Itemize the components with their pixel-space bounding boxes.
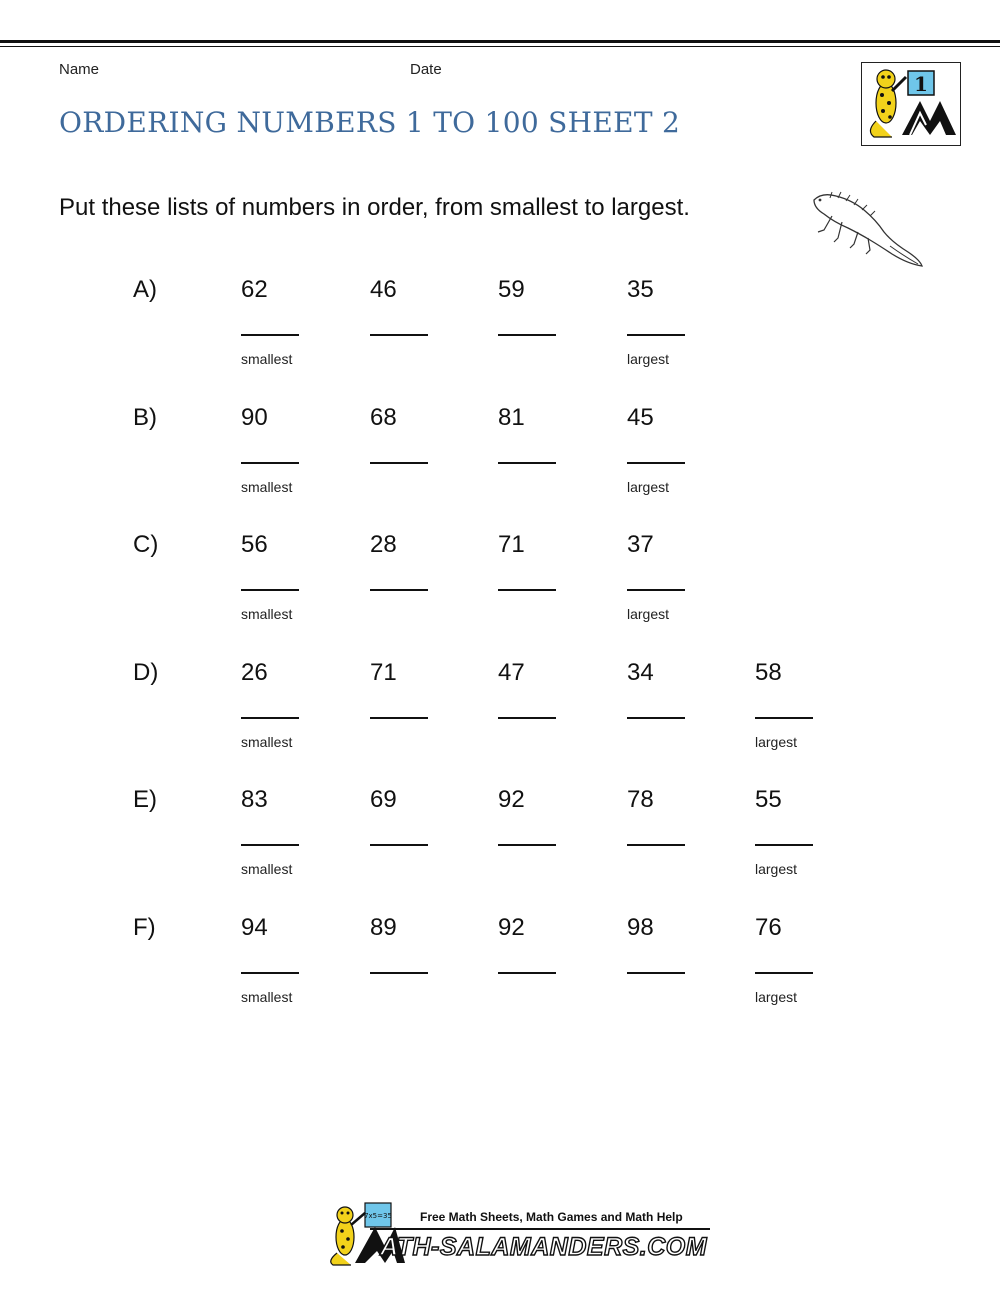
smallest-caption: smallest: [241, 606, 293, 622]
grade-logo: [861, 62, 961, 146]
number: 89: [370, 914, 397, 941]
answer-blank[interactable]: [627, 716, 685, 719]
answer-blank[interactable]: [755, 971, 813, 974]
number: 55: [755, 786, 782, 813]
answer-blank[interactable]: [627, 461, 685, 464]
number: 37: [627, 531, 654, 558]
question-letter: F): [133, 914, 156, 941]
number: 28: [370, 531, 397, 558]
answer-blank[interactable]: [755, 716, 813, 719]
answer-blank[interactable]: [370, 461, 428, 464]
largest-caption: largest: [755, 861, 798, 877]
question-letter: C): [133, 531, 159, 558]
question-letter: A): [133, 276, 157, 303]
answer-blank[interactable]: [241, 461, 299, 464]
answer-blank[interactable]: [627, 588, 685, 591]
footer-tagline: Free Math Sheets, Math Games and Math Help: [420, 1210, 683, 1224]
answer-blank[interactable]: [627, 333, 685, 336]
top-rule-thin: [0, 46, 1000, 47]
largest-caption: largest: [755, 989, 798, 1005]
answer-blank[interactable]: [241, 588, 299, 591]
number: 26: [241, 659, 268, 686]
question-row-d: [0, 659, 1000, 769]
answer-blank[interactable]: [498, 588, 556, 591]
number: 71: [498, 531, 525, 558]
question-row-a: [0, 276, 1000, 386]
answer-blank[interactable]: [498, 716, 556, 719]
answer-blank[interactable]: [755, 843, 813, 846]
question-row-b: [0, 404, 1000, 514]
footer-site-name[interactable]: ATH-SALAMANDERS.COM: [380, 1233, 708, 1261]
smallest-caption: smallest: [241, 351, 293, 367]
question-row-c: [0, 531, 1000, 641]
date-label: Date: [410, 61, 442, 78]
answer-blank[interactable]: [370, 333, 428, 336]
number: 92: [498, 914, 525, 941]
number: 69: [370, 786, 397, 813]
question-letter: E): [133, 786, 157, 813]
number: 78: [627, 786, 654, 813]
answer-blank[interactable]: [370, 971, 428, 974]
largest-caption: largest: [627, 479, 670, 495]
answer-blank[interactable]: [370, 843, 428, 846]
answer-blank[interactable]: [241, 843, 299, 846]
number: 90: [241, 404, 268, 431]
largest-caption: largest: [627, 606, 670, 622]
instructions: Put these lists of numbers in order, from smallest to largest.: [59, 194, 690, 221]
top-rule-thick: [0, 40, 1000, 43]
smallest-caption: smallest: [241, 989, 293, 1005]
grade-number: 1: [914, 72, 928, 96]
question-letter: B): [133, 404, 157, 431]
number: 94: [241, 914, 268, 941]
answer-blank[interactable]: [241, 716, 299, 719]
answer-blank[interactable]: [498, 971, 556, 974]
number: 56: [241, 531, 268, 558]
answer-blank[interactable]: [498, 333, 556, 336]
number: 34: [627, 659, 654, 686]
answer-blank[interactable]: [498, 843, 556, 846]
answer-blank[interactable]: [241, 971, 299, 974]
question-row-f: [0, 914, 1000, 1024]
number: 68: [370, 404, 397, 431]
smallest-caption: smallest: [241, 734, 293, 750]
smallest-caption: smallest: [241, 861, 293, 877]
answer-blank[interactable]: [627, 971, 685, 974]
number: 35: [627, 276, 654, 303]
name-label: Name: [59, 61, 100, 78]
number: 45: [627, 404, 654, 431]
number: 46: [370, 276, 397, 303]
number: 71: [370, 659, 397, 686]
number: 81: [498, 404, 525, 431]
lizard-sketch-icon: [808, 188, 928, 272]
largest-caption: largest: [755, 734, 798, 750]
question-row-e: [0, 786, 1000, 896]
answer-blank[interactable]: [370, 716, 428, 719]
number: 47: [498, 659, 525, 686]
number: 92: [498, 786, 525, 813]
number: 58: [755, 659, 782, 686]
page-title: ORDERING NUMBERS 1 TO 100 SHEET 2: [59, 106, 681, 139]
answer-blank[interactable]: [370, 588, 428, 591]
smallest-caption: smallest: [241, 479, 293, 495]
number: 76: [755, 914, 782, 941]
question-letter: D): [133, 659, 159, 686]
number: 62: [241, 276, 268, 303]
footer-logo-sign: 7x5=35: [364, 1212, 392, 1220]
largest-caption: largest: [627, 351, 670, 367]
salamander-logo-icon: [862, 63, 960, 145]
number: 83: [241, 786, 268, 813]
number: 59: [498, 276, 525, 303]
answer-blank[interactable]: [241, 333, 299, 336]
answer-blank[interactable]: [498, 461, 556, 464]
number: 98: [627, 914, 654, 941]
answer-blank[interactable]: [627, 843, 685, 846]
footer-divider: [370, 1228, 710, 1230]
